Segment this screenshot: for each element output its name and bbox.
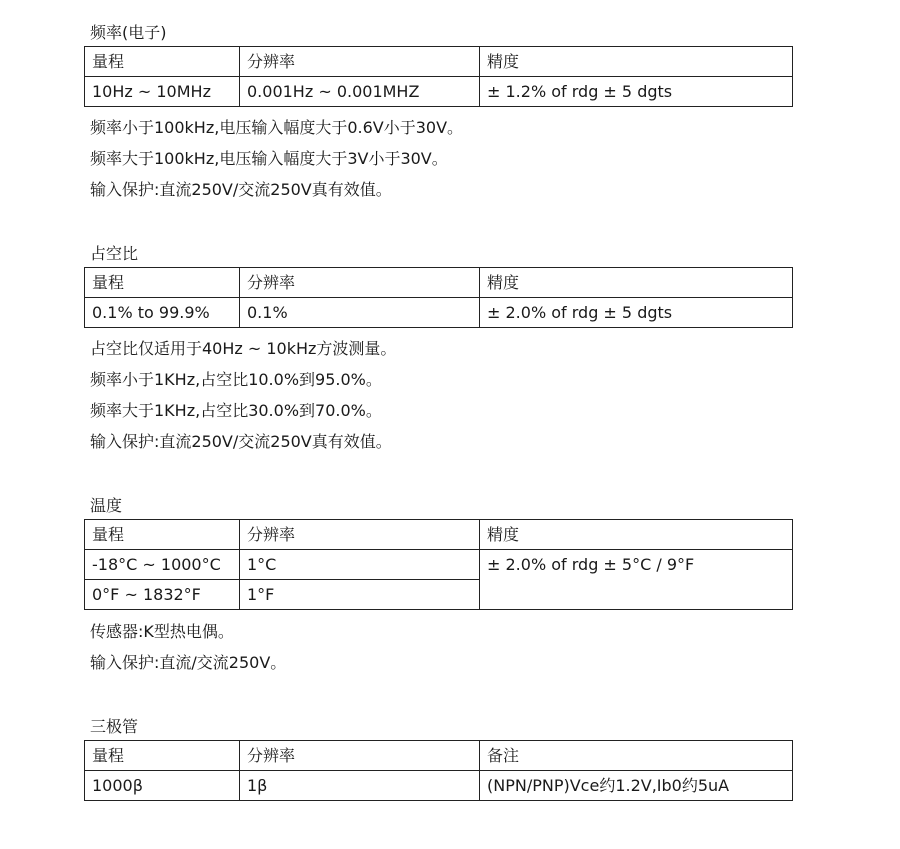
table-cell: 1°C xyxy=(240,550,480,580)
spec-table xyxy=(84,46,793,107)
table-row xyxy=(85,771,793,801)
section-title: 温度 xyxy=(90,496,123,515)
header-cell: 分辨率 xyxy=(240,520,480,550)
table-row xyxy=(85,77,793,107)
header-cell: 分辨率 xyxy=(240,741,480,771)
table-cell: 10Hz ~ 10MHz xyxy=(85,77,240,107)
table-header-row xyxy=(85,520,793,550)
note-text: 频率大于100kHz,电压输入幅度大于3V小于30V。 xyxy=(90,149,448,168)
header-cell: 备注 xyxy=(480,741,793,771)
table-cell: 0.1% to 99.9% xyxy=(85,298,240,328)
note-text: 占空比仅适用于40Hz ~ 10kHz方波测量。 xyxy=(90,339,397,358)
table-header-row xyxy=(85,741,793,771)
table-cell: -18°C ~ 1000°C xyxy=(85,550,240,580)
header-cell: 精度 xyxy=(480,47,793,77)
table-cell: (NPN/PNP)Vce约1.2V,Ib0约5uA xyxy=(480,771,793,801)
table-row xyxy=(85,298,793,328)
section-title: 占空比 xyxy=(90,244,139,263)
section-title: 三极管 xyxy=(90,717,139,736)
spec-table xyxy=(84,519,793,610)
header-cell: 量程 xyxy=(85,268,240,298)
header-cell: 精度 xyxy=(480,268,793,298)
table-cell: 0.001Hz ~ 0.001MHZ xyxy=(240,77,480,107)
spec-table xyxy=(84,740,793,801)
note-text: 频率小于100kHz,电压输入幅度大于0.6V小于30V。 xyxy=(90,118,464,137)
table-cell: 0°F ~ 1832°F xyxy=(85,580,240,610)
table-row xyxy=(85,550,793,580)
table-cell: ± 2.0% of rdg ± 5 dgts xyxy=(480,298,793,328)
note-text: 输入保护:直流250V/交流250V真有效值。 xyxy=(90,432,392,451)
header-cell: 量程 xyxy=(85,741,240,771)
table-cell: 1000β xyxy=(85,771,240,801)
spec-table xyxy=(84,267,793,328)
note-text: 频率小于1KHz,占空比10.0%到95.0%。 xyxy=(90,370,382,389)
note-text: 频率大于1KHz,占空比30.0%到70.0%。 xyxy=(90,401,382,420)
header-cell: 分辨率 xyxy=(240,268,480,298)
note-text: 输入保护:直流250V/交流250V真有效值。 xyxy=(90,180,392,199)
header-cell: 精度 xyxy=(480,520,793,550)
header-cell: 分辨率 xyxy=(240,47,480,77)
table-cell: 1°F xyxy=(240,580,480,610)
note-text: 传感器:K型热电偶。 xyxy=(90,622,234,641)
accuracy-cell: ± 2.0% of rdg ± 5°C / 9°F xyxy=(480,550,793,610)
section-title: 频率(电子) xyxy=(90,23,167,42)
note-text: 输入保护:直流/交流250V。 xyxy=(90,653,287,672)
header-cell: 量程 xyxy=(85,520,240,550)
table-header-row xyxy=(85,47,793,77)
table-cell: 1β xyxy=(240,771,480,801)
header-cell: 量程 xyxy=(85,47,240,77)
table-header-row xyxy=(85,268,793,298)
table-cell: 0.1% xyxy=(240,298,480,328)
table-cell: ± 1.2% of rdg ± 5 dgts xyxy=(480,77,793,107)
